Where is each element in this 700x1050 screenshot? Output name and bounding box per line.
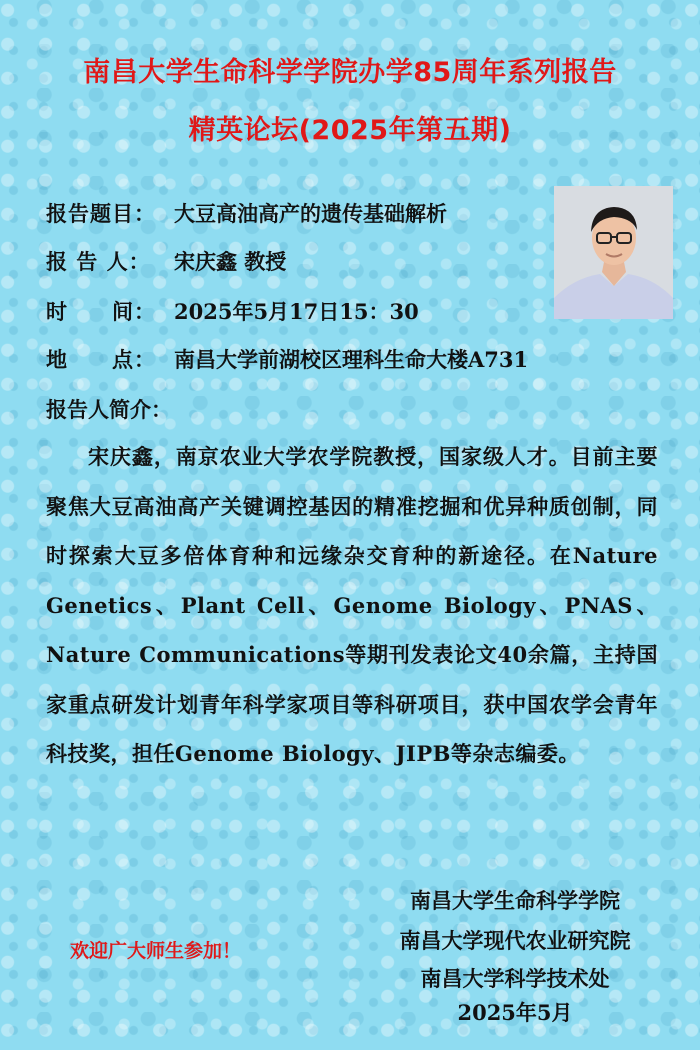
place-row (46, 344, 528, 374)
issue-date: 2025年5月 (457, 1000, 573, 1025)
speaker-label: 报 告 人： (46, 249, 151, 274)
place-value: 南昌大学前湖校区理科生命大楼A731 (174, 347, 529, 372)
poster-title-line1: 南昌大学生命科学学院办学85周年系列报告 (83, 57, 617, 88)
topic-label: 报告题目： (46, 201, 156, 226)
speaker-value: 宋庆鑫 教授 (174, 249, 287, 274)
speaker-photo (554, 186, 673, 319)
time-row (46, 296, 419, 326)
welcome-text: 欢迎广大师生参加！ (70, 940, 242, 962)
speaker-bio: 宋庆鑫，南京农业大学农学院教授，国家级人才。目前主要聚焦大豆高油高产关键调控基因的精准挖掘和优异种质创制，同时探索大豆多倍体育种和远缘杂交育种的新途径。在Nature Genetics、Plant Cell、Genome Biology、PNAS、Nature Communications等期刊发表论文40余篇，主持国家重点研发计划青年科学家项目等科研项目，获中国农学会青年科技奖，担任Genome Biology、JIPB等杂志编委。 (46, 444, 658, 766)
topic-value: 大豆高油高产的遗传基础解析 (174, 201, 447, 226)
poster-title-line2: 精英论坛(2025年第五期) (188, 115, 512, 146)
organizer-3: 南昌大学科学技术处 (420, 966, 610, 991)
bio-heading: 报告人简介： (46, 397, 172, 422)
time-label: 时 间： (46, 299, 156, 324)
speaker-row (46, 246, 286, 276)
topic-row (46, 198, 447, 228)
place-label: 地 点： (46, 347, 156, 372)
organizer-2: 南昌大学现代农业研究院 (399, 928, 631, 953)
time-value: 2025年5月17日15：30 (174, 299, 419, 324)
organizer-1: 南昌大学生命科学学院 (410, 888, 620, 913)
